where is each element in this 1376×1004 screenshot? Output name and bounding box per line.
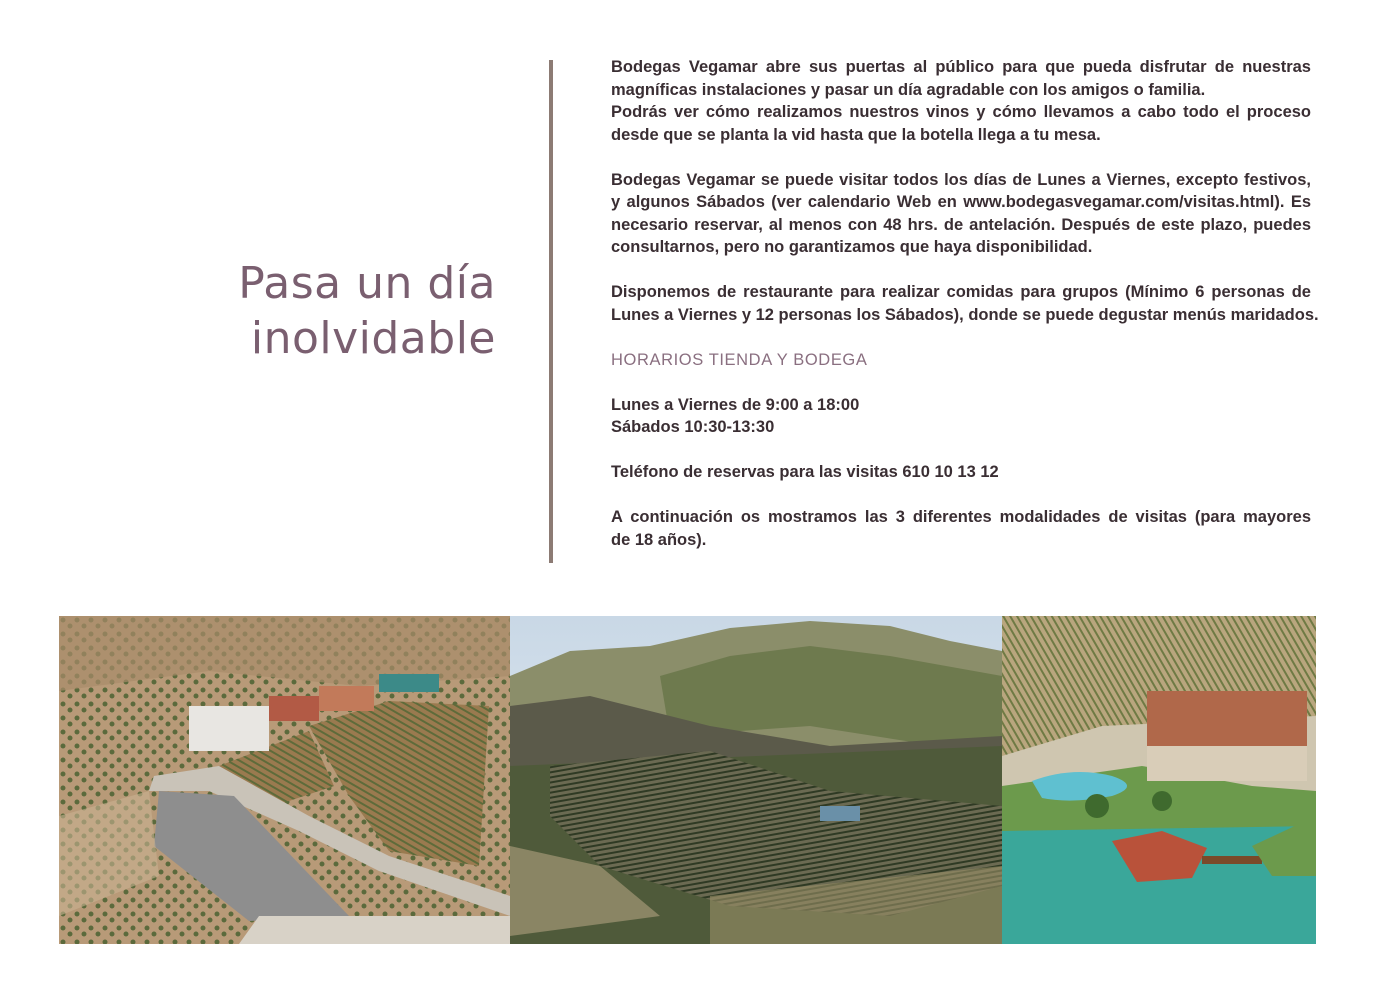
visits-line: y algunos Sábados (ver calendario Web en www.bodegasvegamar.com/visitas.html). Es bbox=[611, 193, 1311, 211]
intro-line: magníficas instalaciones y pasar un día agradable con los amigos o familia. bbox=[611, 80, 1206, 99]
info-column bbox=[611, 56, 1319, 574]
vertical-divider bbox=[549, 60, 553, 563]
intro-line: Bodegas Vegamar abre sus puertas al público para que pueda disfrutar de nuestras bbox=[611, 58, 1311, 76]
visits-line: Bodegas Vegamar se puede visitar todos los días de Lunes a Viernes, excepto festivos, bbox=[611, 170, 1311, 189]
visits-line: consultarnos, pero no garantizamos que haya disponibilidad. bbox=[611, 238, 1093, 256]
visits-line: necesario reservar, al menos con 48 hrs. de antelación. Después de este plazo, puedes bbox=[611, 215, 1311, 234]
title-line-2: inolvidable bbox=[250, 313, 496, 364]
phone-text: Teléfono de reservas para las visitas 610 10 13 12 bbox=[611, 463, 999, 481]
hours-saturday: Sábados 10:30-13:30 bbox=[611, 418, 775, 436]
intro-line: Podrás ver cómo realizamos nuestros vinos y cómo llevamos a cabo todo el proceso bbox=[611, 103, 1311, 121]
lake-gazebo-photo bbox=[1002, 616, 1316, 944]
intro-line: desde que se planta la vid hasta que la botella llega a tu mesa. bbox=[611, 125, 1101, 144]
restaurant-line: Lunes a Viernes y 12 personas los Sábados), donde se puede degustar menús maridados. bbox=[611, 305, 1319, 324]
intro-paragraph bbox=[611, 56, 1311, 146]
closing-line: de 18 años). bbox=[611, 530, 707, 549]
hours-paragraph bbox=[611, 394, 1311, 439]
mountain-vineyard-photo bbox=[510, 616, 1002, 944]
winery-aerial-photo bbox=[59, 616, 510, 944]
restaurant-paragraph bbox=[611, 281, 1319, 326]
photo-strip bbox=[59, 616, 1316, 944]
restaurant-line: Disponemos de restaurante para realizar comidas para grupos (Mínimo 6 personas de bbox=[611, 283, 1311, 301]
phone-paragraph bbox=[611, 461, 1311, 484]
closing-line: A continuación os mostramos las 3 diferentes modalidades de visitas (para mayores bbox=[611, 508, 1311, 526]
title-line-1: Pasa un día bbox=[238, 258, 496, 309]
visits-paragraph bbox=[611, 169, 1311, 259]
hours-weekdays: Lunes a Viernes de 9:00 a 18:00 bbox=[611, 395, 860, 414]
hours-heading: HORARIOS TIENDA Y BODEGA bbox=[611, 350, 868, 369]
closing-paragraph bbox=[611, 506, 1311, 551]
page-title bbox=[238, 256, 496, 366]
